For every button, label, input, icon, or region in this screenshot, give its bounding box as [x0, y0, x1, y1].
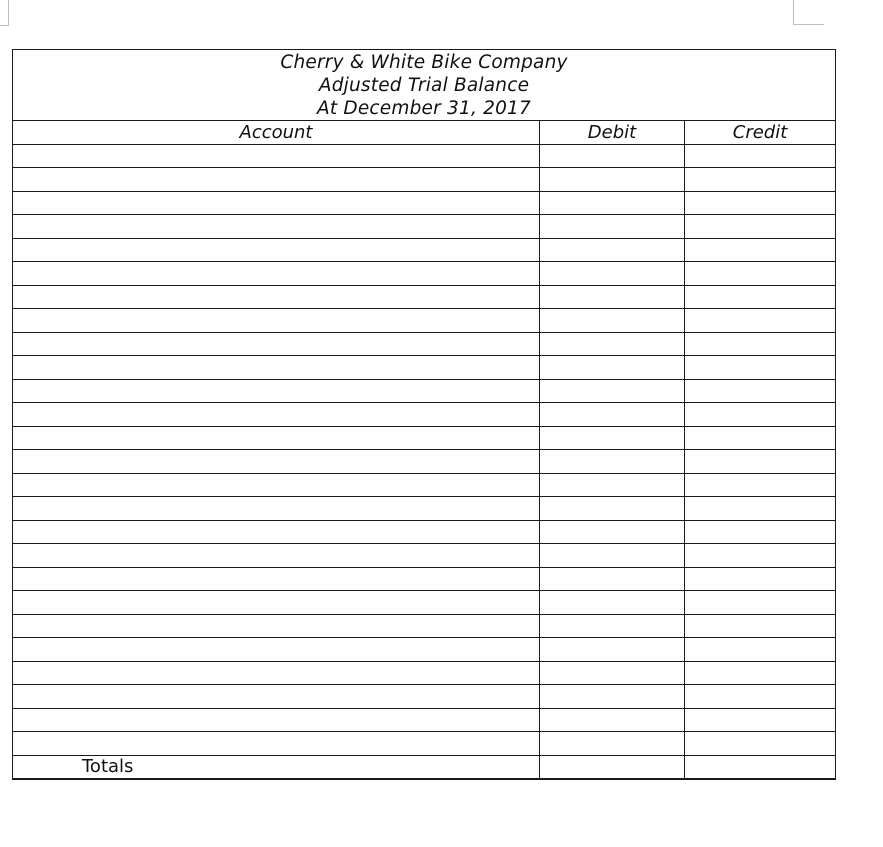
table-row — [13, 661, 836, 685]
account-cell[interactable] — [13, 638, 540, 662]
crop-mark-left — [0, 0, 9, 26]
credit-cell[interactable] — [685, 497, 836, 521]
table-row — [13, 638, 836, 662]
account-cell[interactable] — [13, 544, 540, 568]
account-cell[interactable] — [13, 191, 540, 215]
debit-column-header: Debit — [540, 121, 685, 145]
debit-cell[interactable] — [540, 520, 685, 544]
entry-rows — [13, 144, 836, 755]
credit-cell[interactable] — [685, 520, 836, 544]
account-cell[interactable] — [13, 450, 540, 474]
table-row — [13, 614, 836, 638]
debit-cell[interactable] — [540, 168, 685, 192]
table-row — [13, 450, 836, 474]
credit-column-header: Credit — [685, 121, 836, 145]
debit-cell[interactable] — [540, 544, 685, 568]
table-row — [13, 144, 836, 168]
credit-cell[interactable] — [685, 191, 836, 215]
table-row — [13, 262, 836, 286]
account-cell[interactable] — [13, 262, 540, 286]
credit-cell[interactable] — [685, 708, 836, 732]
credit-cell[interactable] — [685, 403, 836, 427]
totals-label: Totals — [13, 755, 540, 779]
company-name: Cherry & White Bike Company — [280, 51, 568, 73]
debit-cell[interactable] — [540, 332, 685, 356]
account-cell[interactable] — [13, 332, 540, 356]
debit-cell[interactable] — [540, 285, 685, 309]
table-row — [13, 215, 836, 239]
debit-cell[interactable] — [540, 403, 685, 427]
table-row — [13, 403, 836, 427]
crop-mark-right — [793, 0, 824, 25]
debit-cell[interactable] — [540, 426, 685, 450]
account-cell[interactable] — [13, 356, 540, 380]
table-row — [13, 356, 836, 380]
credit-cell[interactable] — [685, 685, 836, 709]
account-cell[interactable] — [13, 708, 540, 732]
account-cell[interactable] — [13, 685, 540, 709]
table-row — [13, 473, 836, 497]
credit-cell[interactable] — [685, 732, 836, 756]
table-row — [13, 379, 836, 403]
account-cell[interactable] — [13, 567, 540, 591]
credit-cell[interactable] — [685, 450, 836, 474]
account-cell[interactable] — [13, 144, 540, 168]
debit-cell[interactable] — [540, 379, 685, 403]
account-cell[interactable] — [13, 473, 540, 497]
account-cell[interactable] — [13, 309, 540, 333]
totals-debit-cell[interactable] — [540, 755, 685, 779]
table-row — [13, 685, 836, 709]
table-row — [13, 332, 836, 356]
debit-cell[interactable] — [540, 309, 685, 333]
debit-cell[interactable] — [540, 732, 685, 756]
account-cell[interactable] — [13, 591, 540, 615]
debit-cell[interactable] — [540, 473, 685, 497]
account-cell[interactable] — [13, 285, 540, 309]
credit-cell[interactable] — [685, 591, 836, 615]
table-row — [13, 309, 836, 333]
debit-cell[interactable] — [540, 144, 685, 168]
account-cell[interactable] — [13, 732, 540, 756]
report-heading — [13, 50, 836, 121]
credit-cell[interactable] — [685, 356, 836, 380]
table-row — [13, 708, 836, 732]
table-row — [13, 497, 836, 521]
table-row — [13, 168, 836, 192]
account-cell[interactable] — [13, 497, 540, 521]
table-row — [13, 732, 836, 756]
credit-cell[interactable] — [685, 144, 836, 168]
totals-row — [13, 755, 836, 779]
credit-cell[interactable] — [685, 168, 836, 192]
account-cell[interactable] — [13, 520, 540, 544]
table-row — [13, 544, 836, 568]
credit-cell[interactable] — [685, 544, 836, 568]
account-cell[interactable] — [13, 661, 540, 685]
account-cell[interactable] — [13, 215, 540, 239]
debit-cell[interactable] — [540, 497, 685, 521]
trial-balance-table — [12, 49, 836, 780]
debit-cell[interactable] — [540, 238, 685, 262]
credit-cell[interactable] — [685, 215, 836, 239]
column-header-row — [13, 121, 836, 145]
debit-cell[interactable] — [540, 685, 685, 709]
credit-cell[interactable] — [685, 638, 836, 662]
table-row — [13, 285, 836, 309]
totals-credit-cell[interactable] — [685, 755, 836, 779]
credit-cell[interactable] — [685, 262, 836, 286]
table-row — [13, 520, 836, 544]
credit-cell[interactable] — [685, 332, 836, 356]
account-cell[interactable] — [13, 614, 540, 638]
credit-cell[interactable] — [685, 473, 836, 497]
debit-cell[interactable] — [540, 638, 685, 662]
credit-cell[interactable] — [685, 309, 836, 333]
debit-cell[interactable] — [540, 356, 685, 380]
credit-cell[interactable] — [685, 426, 836, 450]
account-cell[interactable] — [13, 238, 540, 262]
debit-cell[interactable] — [540, 450, 685, 474]
account-cell[interactable] — [13, 426, 540, 450]
account-column-header: Account — [13, 121, 540, 145]
debit-cell[interactable] — [540, 191, 685, 215]
title-row — [13, 50, 836, 121]
debit-cell[interactable] — [540, 567, 685, 591]
credit-cell[interactable] — [685, 614, 836, 638]
credit-cell[interactable] — [685, 238, 836, 262]
debit-cell[interactable] — [540, 262, 685, 286]
statement-name: Adjusted Trial Balance — [318, 74, 530, 96]
credit-cell[interactable] — [685, 379, 836, 403]
table-row — [13, 238, 836, 262]
table-row — [13, 426, 836, 450]
credit-cell[interactable] — [685, 285, 836, 309]
table-row — [13, 591, 836, 615]
table-row — [13, 567, 836, 591]
credit-cell[interactable] — [685, 661, 836, 685]
account-cell[interactable] — [13, 168, 540, 192]
credit-cell[interactable] — [685, 567, 836, 591]
debit-cell[interactable] — [540, 591, 685, 615]
debit-cell[interactable] — [540, 708, 685, 732]
debit-cell[interactable] — [540, 215, 685, 239]
account-cell[interactable] — [13, 379, 540, 403]
debit-cell[interactable] — [540, 614, 685, 638]
debit-cell[interactable] — [540, 661, 685, 685]
table-row — [13, 191, 836, 215]
statement-date: At December 31, 2017 — [317, 97, 532, 119]
account-cell[interactable] — [13, 403, 540, 427]
